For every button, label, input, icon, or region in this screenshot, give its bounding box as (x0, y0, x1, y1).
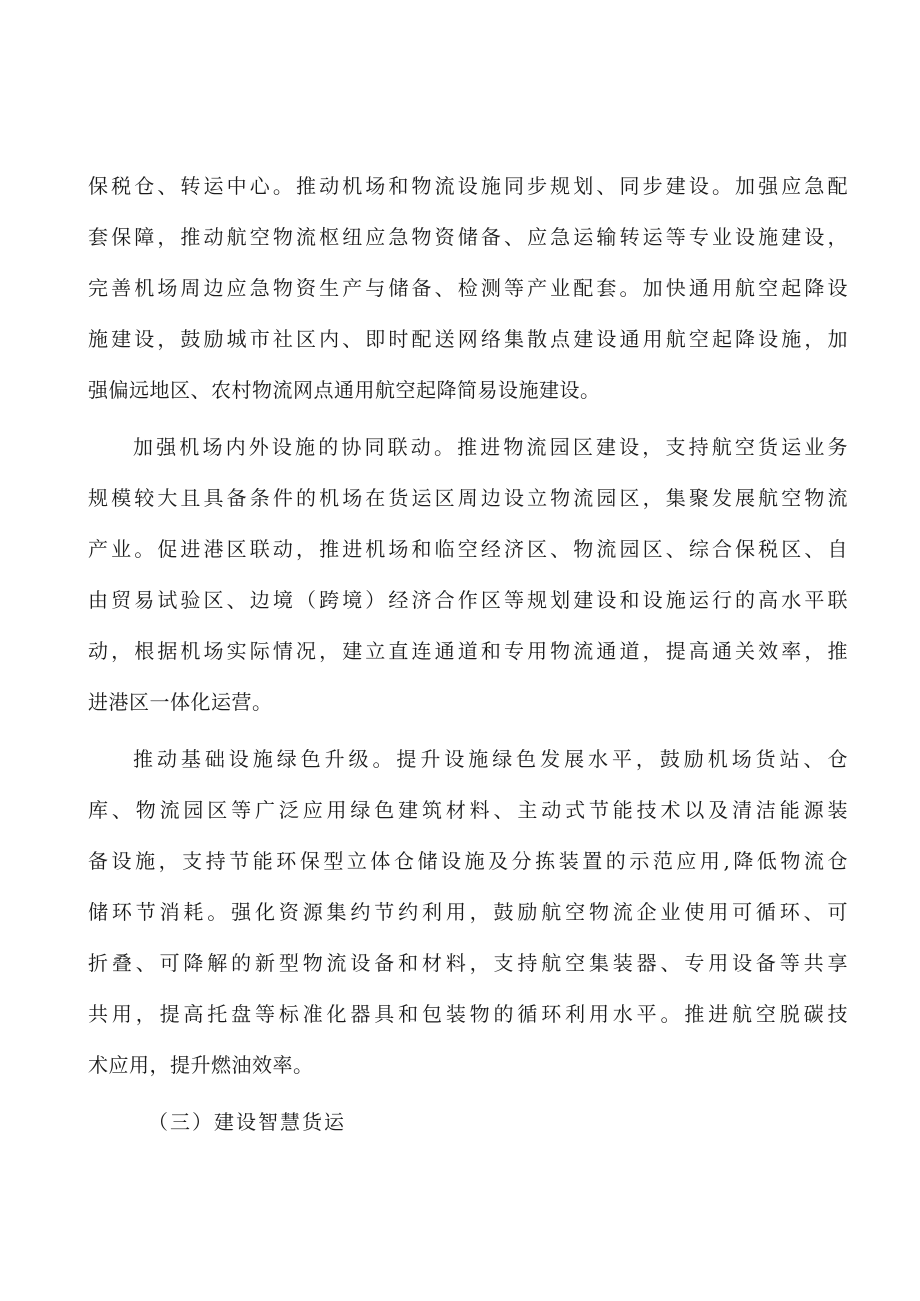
paragraph-line: 备设施，支持节能环保型立体仓储设施及分拣装置的示范应用,降低物流仓 (88, 849, 848, 873)
paragraph-line: 折叠、可降解的新型物流设备和材料，支持航空集装器、专用设备等共享 (88, 951, 848, 975)
paragraph-line: 强偏远地区、农村物流网点通用航空起降简易设施建设。 (88, 378, 601, 402)
paragraph-line: 库、物流园区等广泛应用绿色建筑材料、主动式节能技术以及清洁能源装 (88, 798, 848, 822)
paragraph-line: 加强机场内外设施的协同联动。推进物流园区建设，支持航空货运业务 (133, 435, 848, 459)
paragraph-line: 储环节消耗。强化资源集约节约利用，鼓励航空物流企业使用可循环、可 (88, 900, 848, 924)
paragraph-line: 套保障，推动航空物流枢纽应急物资储备、应急运输转运等专业设施建设， (88, 225, 848, 249)
paragraph-line: 共用，提高托盘等标准化器具和包装物的循环利用水平。推进航空脱碳技 (88, 1002, 848, 1026)
paragraph-line: 规模较大且具备条件的机场在货运区周边设立物流园区，集聚发展航空物流 (88, 486, 848, 510)
paragraph-line: 进港区一体化运营。 (88, 690, 273, 714)
paragraph-line: 推动基础设施绿色升级。提升设施绿色发展水平，鼓励机场货站、仓 (133, 747, 848, 771)
paragraph-line: 由贸易试验区、边境（跨境）经济合作区等规划建设和设施运行的高水平联 (88, 588, 848, 612)
paragraph-line: 施建设，鼓励城市社区内、即时配送网络集散点建设通用航空起降设施，加 (88, 327, 848, 351)
paragraph-line: 保税仓、转运中心。推动机场和物流设施同步规划、同步建设。加强应急配 (88, 174, 848, 198)
paragraph-line: 完善机场周边应急物资生产与储备、检测等产业配套。加快通用航空起降设 (88, 276, 848, 300)
paragraph-line: 产业。促进港区联动，推进机场和临空经济区、物流园区、综合保税区、自 (88, 537, 848, 561)
paragraph-line: 动，根据机场实际情况，建立直连通道和专用物流通道，提高通关效率，推 (88, 639, 848, 663)
paragraph-line: 术应用，提升燃油效率。 (88, 1053, 314, 1077)
section-heading: （三）建设智慧货运 (148, 1110, 346, 1134)
